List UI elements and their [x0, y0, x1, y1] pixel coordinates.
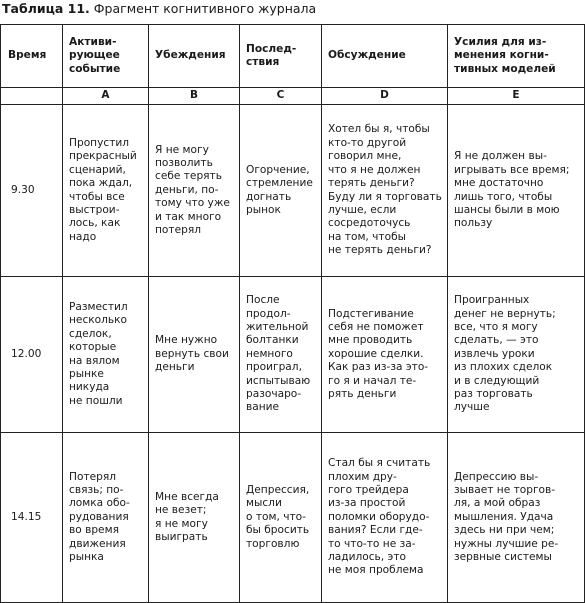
cell-text-line: надо: [69, 230, 97, 243]
header-discussion: [322, 25, 448, 88]
beliefs-cell: [149, 277, 240, 433]
header-time: [1, 25, 63, 88]
cell-text-line: несколько: [69, 314, 128, 327]
cell-text-line: Усилия для из-: [454, 35, 547, 48]
cell-text-line: Проигранных: [454, 294, 530, 307]
cell-text-line: После: [246, 294, 280, 307]
cell-text-line: не пошли: [69, 394, 123, 407]
cell-text-line: Обсуждение: [328, 49, 406, 62]
cell-text-line: деньги, по-: [155, 183, 219, 196]
cell-text-line: мысли: [246, 497, 282, 510]
cell-text-line: прекрасный: [69, 150, 137, 163]
cell-text-line: шансы были в мою: [454, 203, 560, 216]
cell-text-line: гого трейдера: [328, 483, 409, 496]
cell-text-line: и в следующий: [454, 374, 540, 387]
consequences-cell: [240, 105, 322, 277]
activating-event-cell: [63, 105, 149, 277]
cell-text-line: я не могу: [155, 517, 208, 530]
activating-event-cell: [63, 433, 149, 603]
cell-text-line: бы бросить: [246, 524, 310, 537]
cell-text-line: которые: [69, 341, 117, 354]
cell-text-line: событие: [69, 62, 121, 75]
cell-text-line: тому что уже: [155, 197, 230, 210]
header-row: [1, 25, 585, 88]
cell-text-line: себя не поможет: [328, 320, 424, 333]
header-efforts: [448, 25, 585, 88]
cell-text-line: сценарий,: [69, 163, 126, 176]
cell-text-line: себе терять: [155, 170, 222, 183]
cell-text-line: денег не вернуть;: [454, 307, 556, 320]
cell-text-line: извлечь уроки: [454, 347, 535, 360]
cell-text-line: мышления. Удача: [454, 510, 554, 523]
cell-text-line: стремление: [246, 177, 313, 190]
cell-text-line: рудования: [69, 510, 129, 523]
time-cell: 12.00: [1, 277, 63, 433]
cell-text-line: Послед-: [246, 42, 297, 55]
cell-text-line: рынке: [69, 367, 104, 380]
letter-e: E: [448, 88, 585, 105]
table-row: [1, 433, 585, 603]
table-caption: [2, 1, 316, 16]
cell-text-line: вание: [246, 401, 280, 414]
cell-text-line: все, что я могу: [454, 320, 538, 333]
cell-text-line: Пропустил: [69, 136, 130, 149]
cell-text-line: пока ждал,: [69, 177, 133, 190]
cell-text-line: связь; по-: [69, 483, 124, 496]
cell-text-line: Время: [8, 49, 47, 62]
cell-text-line: продол-: [246, 307, 291, 320]
table-caption-title: Фрагмент когнитивного журнала: [89, 1, 317, 16]
cell-text-line: то что-то не за-: [328, 537, 416, 550]
letter-d: D: [322, 88, 448, 105]
cell-text-line: ломка обо-: [69, 497, 130, 510]
cell-text-line: тивных моделей: [454, 62, 556, 75]
cell-text-line: Подстегивание: [328, 307, 414, 320]
cognitive-journal-table: [0, 24, 585, 603]
cell-text-line: хорошие сделки.: [328, 347, 424, 360]
cell-text-line: потерял: [155, 224, 201, 237]
activating-event-cell: [63, 277, 149, 433]
cell-text-line: проиграл,: [246, 361, 302, 374]
cell-text-line: го я и начал те-: [328, 374, 417, 387]
cell-text-line: жительной: [246, 320, 309, 333]
cell-text-line: Хотел бы я, чтобы: [328, 123, 430, 136]
discussion-cell: [322, 433, 448, 603]
cell-text-line: кто-то другой: [328, 136, 407, 149]
header-activating-event: [63, 25, 149, 88]
letter-b: B: [149, 88, 240, 105]
table-row: [1, 277, 585, 433]
efforts-cell: [448, 105, 585, 277]
cell-text-line: Депрессия,: [246, 483, 310, 496]
cell-text-line: на вялом: [69, 354, 120, 367]
cell-text-line: вания? Если где-: [328, 524, 423, 537]
cell-text-line: и так много: [155, 210, 222, 223]
cell-text-line: выиграть: [155, 530, 208, 543]
efforts-cell: [448, 433, 585, 603]
time-cell: 14.15: [1, 433, 63, 603]
cell-text-line: деньги: [155, 361, 195, 374]
header-consequences: [240, 25, 322, 88]
discussion-cell: [322, 105, 448, 277]
cell-text-line: Я не должен вы-: [454, 150, 547, 163]
letter-c: C: [240, 88, 322, 105]
header-beliefs: [149, 25, 240, 88]
letters-row: [1, 88, 585, 105]
cell-text-line: во время: [69, 524, 119, 537]
efforts-cell: [448, 277, 585, 433]
cell-text-line: ля, а мой образ: [454, 497, 541, 510]
cell-text-line: лишь того, чтобы: [454, 190, 553, 203]
cell-text-line: ствия: [246, 56, 280, 68]
cell-text-line: зервные системы: [454, 551, 552, 564]
cell-text-line: Буду ли я торговать: [328, 190, 442, 203]
cell-text-line: не везет;: [155, 504, 207, 517]
consequences-cell: [240, 433, 322, 603]
beliefs-cell: [149, 433, 240, 603]
consequences-cell: [240, 277, 322, 433]
cell-text-line: не моя проблема: [328, 564, 424, 577]
cell-text-line: сделок,: [69, 327, 112, 340]
cell-text-line: из-за простой: [328, 497, 406, 510]
cell-text-line: позволить: [155, 156, 213, 169]
cell-text-line: Потерял: [69, 470, 117, 483]
cell-text-line: здесь ни при чем;: [454, 524, 555, 537]
cell-text-line: раз торговать: [454, 388, 533, 401]
cell-text-line: говорил мне,: [328, 150, 402, 163]
cell-text-line: вернуть свои: [155, 347, 229, 360]
cell-text-line: не терять деньги?: [328, 244, 432, 257]
cell-text-line: пользу: [454, 217, 493, 230]
cell-text-line: мне проводить: [328, 334, 413, 347]
cell-text-line: Мне нужно: [155, 334, 218, 347]
cell-text-line: болтанки: [246, 334, 299, 347]
cell-text-line: ладилось, это: [328, 551, 406, 564]
cell-text-line: никуда: [69, 381, 110, 394]
cell-text-line: из плохих сделок: [454, 361, 553, 374]
cell-text-line: рынок: [246, 203, 281, 216]
cell-text-line: движения: [69, 537, 126, 550]
cell-text-line: лучше, если: [328, 203, 397, 216]
cell-text-line: на том, чтобы: [328, 230, 406, 243]
cell-text-line: торговлю: [246, 537, 300, 550]
cell-text-line: Депрессию вы-: [454, 470, 539, 483]
cell-text-line: сделать, — это: [454, 334, 539, 347]
cell-text-line: рять деньги: [328, 388, 397, 401]
cell-text-line: Я не могу: [155, 143, 209, 156]
cell-text-line: сосредоточусь: [328, 217, 411, 230]
beliefs-cell: [149, 105, 240, 277]
cell-text-line: что я не должен: [328, 163, 421, 176]
cell-text-line: нужны лучшие ре-: [454, 537, 559, 550]
letter-empty-cell: [1, 88, 63, 105]
cell-text-line: выстрои-: [69, 203, 120, 216]
cell-text-line: рынка: [69, 551, 104, 564]
cell-text-line: игрывать все время;: [454, 163, 570, 176]
cell-text-line: Мне всегда: [155, 490, 219, 503]
cell-text-line: разочаро-: [246, 388, 302, 401]
cell-text-line: рующее: [69, 49, 120, 62]
cell-text-line: зывает не торгов-: [454, 483, 556, 496]
cell-text-line: Стал бы я считать: [328, 457, 431, 470]
cell-text-line: менения когни-: [454, 49, 549, 62]
cell-text-line: о том, что-: [246, 510, 306, 523]
cell-text-line: Как раз из-за это-: [328, 361, 429, 374]
cell-text-line: лучше: [454, 401, 490, 414]
cell-text-line: Убеждения: [155, 49, 226, 62]
cell-text-line: плохим дру-: [328, 470, 397, 483]
time-cell: 9.30: [1, 105, 63, 277]
discussion-cell: [322, 277, 448, 433]
cell-text-line: догнать: [246, 190, 292, 203]
cell-text-line: Разместил: [69, 300, 128, 313]
cell-text-line: Огорчение,: [246, 163, 310, 176]
letter-a: A: [63, 88, 149, 105]
cell-text-line: немного: [246, 347, 293, 360]
table-caption-number: Таблица 11.: [2, 1, 90, 16]
cell-text-line: терять деньги?: [328, 177, 415, 190]
cell-text-line: испытываю: [246, 374, 311, 387]
table-row: [1, 105, 585, 277]
cell-text-line: лось, как: [69, 217, 121, 230]
cell-text-line: мне достаточно: [454, 177, 544, 190]
cell-text-line: Активи-: [69, 35, 117, 48]
cell-text-line: поломки оборудо-: [328, 510, 430, 523]
cell-text-line: чтобы все: [69, 190, 125, 203]
